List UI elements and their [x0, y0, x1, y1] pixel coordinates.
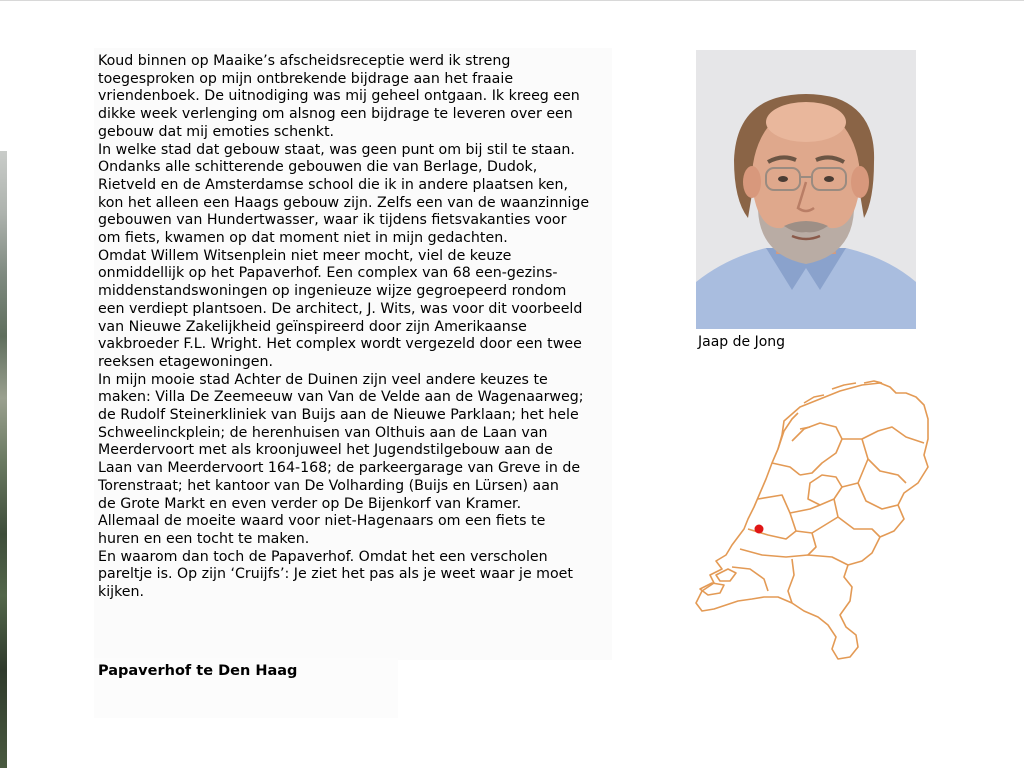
- article-line: Allemaal de moeite waard voor niet-Hagenaars om een fiets te: [98, 513, 546, 530]
- article-line: huren en een tocht te maken.: [98, 530, 310, 547]
- map-country-outline: [696, 383, 928, 659]
- article-line: Rietveld en de Amsterdamse school die ik in andere plaatsen ken,: [98, 176, 569, 193]
- article-line: Koud binnen op Maaike’s afscheidsreceptie werd ik streng: [98, 53, 511, 69]
- article-line: de Rudolf Steinerkliniek van Buijs aan de Nieuwe Parklaan; het hele: [98, 407, 579, 424]
- article-line: om fiets, kwamen op dat moment niet in mijn gedachten.: [98, 230, 508, 247]
- article-line: vakbroeder F.L. Wright. Het complex wordt vergezeld door een twee: [98, 336, 582, 353]
- article-line: toegesproken op mijn ontbrekende bijdrage aan het fraaie: [98, 70, 514, 87]
- article-line: kijken.: [98, 584, 145, 601]
- article-line: dikke week verlenging om alsnog een bijdrage te leveren over een: [98, 106, 573, 123]
- article-line: gebouw dat mij emoties schenkt.: [98, 123, 335, 140]
- left-edge-photo-strip: [0, 151, 7, 768]
- article-line: In welke stad dat gebouw staat, was geen punt om bij stil te staan.: [98, 141, 575, 158]
- article-line: van Nieuwe Zakelijkheid geïnspireerd door zijn Amerikaanse: [98, 318, 527, 335]
- article-line: reeksen etagewoningen.: [98, 353, 273, 370]
- article-line: Torenstraat; het kantoor van De Volharding (Buijs en Lürsen) aan: [98, 477, 559, 494]
- article-line: onmiddellijk op het Papaverhof. Een complex van 68 een-gezins-: [98, 265, 558, 282]
- article-line: Ondanks alle schitterende gebouwen die van Berlage, Dudok,: [98, 159, 538, 176]
- article-line: gebouwen van Hundertwasser, waar ik tijdens fietsvakanties voor: [98, 212, 567, 229]
- article-line: pareltje is. Op zijn ‘Cruijfs’: Je ziet het pas als je weet waar je moet: [98, 566, 573, 583]
- article-line: Meerdervoort met als kroonjuweel het Jugendstilgebouw aan de: [98, 442, 553, 459]
- article-line: En waarom dan toch de Papaverhof. Omdat het een verscholen: [98, 548, 548, 565]
- article-line: Omdat Willem Witsenplein niet meer mocht, viel de keuze: [98, 247, 512, 264]
- portrait-photo: [696, 50, 916, 329]
- portrait-name: Jaap de Jong: [698, 334, 786, 350]
- article-line: vriendenboek. De uitnodiging was mij geheel ontgaan. Ik kreeg een: [98, 88, 580, 105]
- den-haag-marker: [755, 525, 764, 534]
- article-line: een verdiept plantsoen. De architect, J. Wits, was voor dit voorbeeld: [98, 300, 583, 317]
- article-body: [98, 53, 618, 602]
- netherlands-map: [692, 379, 938, 665]
- article-line: maken: Villa De Zeemeeuw van Van de Velde aan de Wagenaarweg;: [98, 389, 584, 406]
- article-caption: Papaverhof te Den Haag: [98, 663, 298, 679]
- article-line: middenstandswoningen op ingenieuze wijze gegroepeerd rondom: [98, 283, 567, 300]
- article-line: Laan van Meerdervoort 164-168; de parkeergarage van Greve in de: [98, 460, 581, 477]
- article-line: In mijn mooie stad Achter de Duinen zijn veel andere keuzes te: [98, 371, 548, 388]
- map-island: [864, 381, 882, 383]
- article-line: de Grote Markt en even verder op De Bijenkorf van Kramer.: [98, 495, 522, 512]
- article-line: kon het alleen een Haags gebouw zijn. Zelfs een van de waanzinnige: [98, 194, 590, 211]
- article-line: Schweelinckplein; de herenhuisen van Olthuis aan de Laan van: [98, 424, 548, 441]
